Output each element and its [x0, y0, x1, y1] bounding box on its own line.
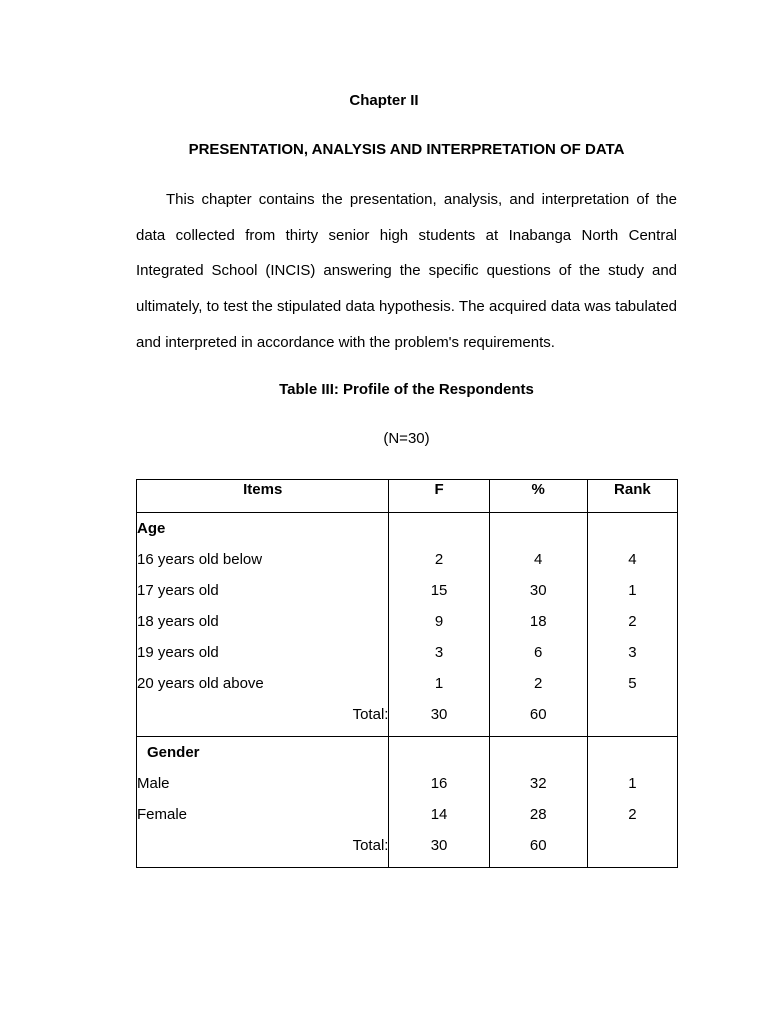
chapter-label: Chapter II [349, 92, 419, 109]
table-sample-size: (N=30) [383, 430, 430, 447]
header-frequency: F [389, 480, 489, 513]
table-header-row [137, 480, 678, 513]
category-heading-age: Age [137, 513, 389, 545]
row-frequency: 1 [389, 668, 489, 699]
table-row [137, 606, 678, 637]
table-row [137, 768, 678, 799]
table-row [137, 668, 678, 699]
row-label: 18 years old [137, 606, 389, 637]
row-label: Male [137, 768, 389, 799]
row-label: 20 years old above [137, 668, 389, 699]
total-frequency: 30 [389, 699, 489, 737]
intro-paragraph: This chapter contains the presentation, analysis, and interpretation of the data collected from thirty senior high students at Inabanga North Central Integrated School (INCIS) answering the specific questions of the study and ultimately, to test the stipulated data hypothesis. The acquired data was tabulated and interpreted in accordance with the problem's requirements. [136, 191, 677, 351]
row-rank: 1 [587, 575, 677, 606]
row-percent: 2 [489, 668, 587, 699]
row-rank: 2 [587, 606, 677, 637]
row-label: 16 years old below [137, 544, 389, 575]
row-frequency: 14 [389, 799, 489, 830]
row-frequency: 16 [389, 768, 489, 799]
row-percent: 28 [489, 799, 587, 830]
total-percent: 60 [489, 699, 587, 737]
table-title: Table III: Profile of the Respondents [279, 381, 534, 398]
row-frequency: 3 [389, 637, 489, 668]
row-rank: 3 [587, 637, 677, 668]
table-row [137, 737, 678, 769]
header-percent: % [489, 480, 587, 513]
table-row [137, 544, 678, 575]
row-rank: 2 [587, 799, 677, 830]
row-label: Female [137, 799, 389, 830]
row-frequency: 2 [389, 544, 489, 575]
total-percent: 60 [489, 830, 587, 868]
row-percent: 4 [489, 544, 587, 575]
row-label: 17 years old [137, 575, 389, 606]
row-rank: 4 [587, 544, 677, 575]
row-label: 19 years old [137, 637, 389, 668]
table-row [137, 799, 678, 830]
row-percent: 30 [489, 575, 587, 606]
row-rank: 5 [587, 668, 677, 699]
row-rank: 1 [587, 768, 677, 799]
total-row [137, 830, 678, 868]
row-frequency: 9 [389, 606, 489, 637]
total-frequency: 30 [389, 830, 489, 868]
profile-table [136, 479, 678, 868]
chapter-title: PRESENTATION, ANALYSIS AND INTERPRETATION OF DATA [188, 141, 625, 158]
row-percent: 18 [489, 606, 587, 637]
table-row [137, 575, 678, 606]
header-items: Items [137, 480, 389, 513]
table-row [137, 513, 678, 545]
total-row [137, 699, 678, 737]
category-heading-gender: Gender [137, 737, 389, 769]
row-frequency: 15 [389, 575, 489, 606]
gender-group [137, 737, 678, 868]
age-group [137, 513, 678, 737]
total-label: Total: [137, 699, 389, 737]
table-row [137, 637, 678, 668]
total-label: Total: [137, 830, 389, 868]
header-rank: Rank [587, 480, 677, 513]
row-percent: 32 [489, 768, 587, 799]
row-percent: 6 [489, 637, 587, 668]
